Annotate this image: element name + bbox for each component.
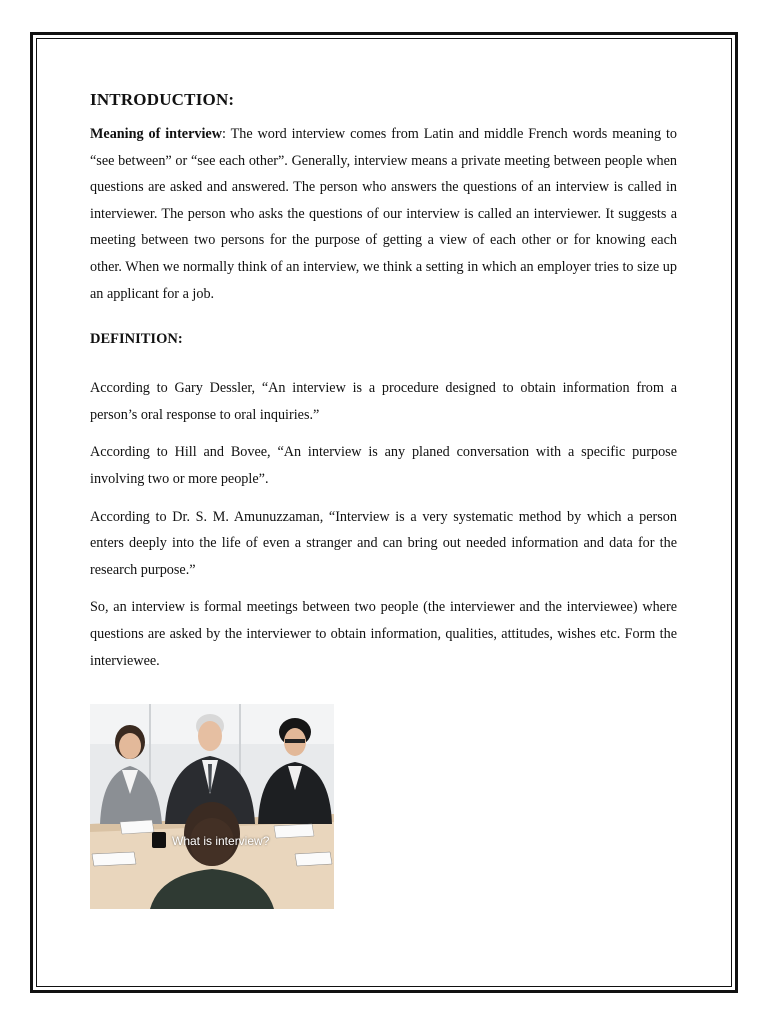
photo-caption: What is interview? (172, 834, 270, 849)
definition-amunuzzaman: According to Dr. S. M. Amunuzzaman, “Interview is a very systematic method by which a person enters deeply into the life of even a stranger and can bring out needed information and data for the research purpose.” (90, 508, 677, 578)
introduction-paragraph (90, 121, 677, 307)
interview-scene-illustration (90, 704, 334, 909)
introduction-text: : The word interview comes from Latin and middle French words meaning to “see between” or “see each other”. Generally, interview means a private meeting between people when questions are asked and answered. The person who answers the questions of an interview is called in interviewer. The person who asks the questions of our interview is called an interviewer. It suggests a meeting between two persons for the purpose of getting a view of each other or for knowing each other. When we normally think of an interview, we think a setting in which an employer tries to size up an applicant for a job. (90, 126, 677, 302)
definition-dessler: According to Gary Dessler, “An interview is a procedure designed to obtain information from a person’s oral response to oral inquiries.” (90, 380, 677, 423)
definition-hill-bovee: According to Hill and Bovee, “An interview is any planed conversation with a specific purpose involving two or more people”. (90, 444, 677, 487)
introduction-heading: INTRODUCTION: (90, 90, 235, 109)
definition-summary: So, an interview is formal meetings between two people (the interviewer and the interviewee) where questions are asked by the interviewer to obtain information, qualities, attitudes, wishes etc. Form the interviewee. (90, 599, 677, 669)
interview-photo (90, 704, 334, 909)
meaning-of-interview-term: Meaning of interview (90, 126, 222, 142)
document-body (90, 90, 677, 909)
definition-heading: DEFINITION: (90, 331, 183, 348)
